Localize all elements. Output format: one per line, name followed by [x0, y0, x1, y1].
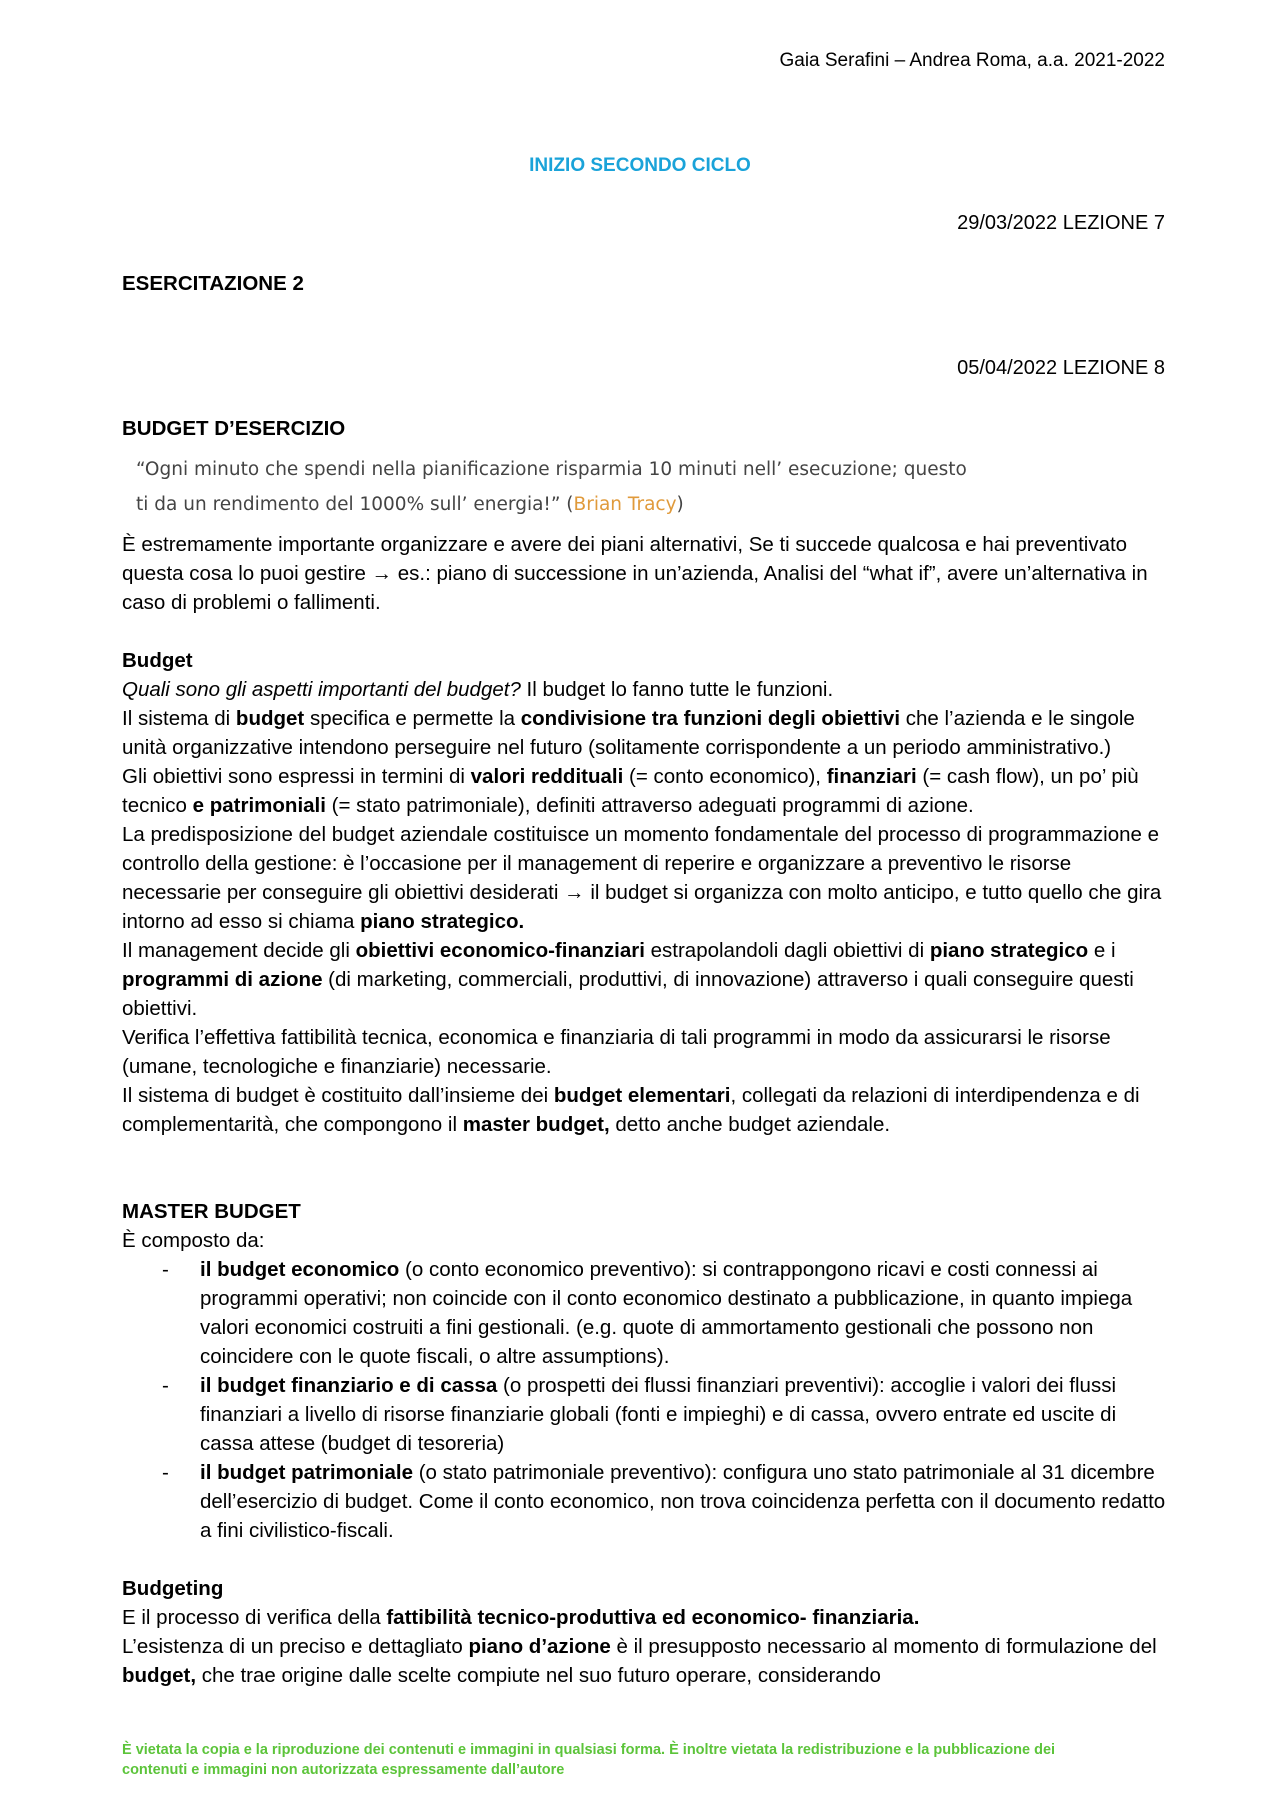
- intro-paragraph: È estremamente importante organizzare e avere dei piani alternativi, Se ti succede qualcosa e hai preventivato questa cosa lo puoi gestire → es.: piano di successione in un’azienda, Analisi del “what if”, avere un’alternativa in caso di problemi o fallimenti.: [122, 533, 1148, 614]
- quote-author: Brian Tracy: [573, 494, 677, 515]
- budgeting-paragraph-1: E il processo di verifica della fattibilità tecnico-produttiva ed economico- finanziaria.: [122, 1606, 920, 1629]
- budget-paragraph-4: Il management decide gli obiettivi economico-finanziari estrapolandoli dagli obiettivi di piano strategico e i programmi di azione (di marketing, commerciali, produttivi, di innovazione) attraverso i quali conseguire questi obiettivi.: [122, 939, 1134, 1020]
- page-header-authors: Gaia Serafini – Andrea Roma, a.a. 2021-2022: [779, 50, 1165, 71]
- budget-paragraph-5: Verifica l’effettiva fattibilità tecnica, economica e finanziaria di tali programmi in modo da assicurarsi le risorse (umane, tecnologiche e finanziarie) necessarie.: [122, 1026, 1111, 1078]
- arrow-icon: →: [564, 881, 585, 904]
- budgeting-paragraph-2: L’esistenza di un preciso e dettagliato piano d’azione è il presupposto necessario al momento di formulazione del budget, che trae origine dalle scelte compiute nel suo futuro operare, considerando: [122, 1635, 1157, 1687]
- quote-line-2: ti da un rendimento del 1000% sull’ energia!” (Brian Tracy): [136, 494, 684, 515]
- budget-paragraph-1: Il sistema di budget specifica e permette la condivisione tra funzioni degli obiettivi che l’azienda e le singole unità organizzative intendono perseguire nel futuro (solitamente corrispondente a un periodo amministrativo.): [122, 707, 1135, 759]
- master-budget-heading: MASTER BUDGET: [122, 1200, 301, 1223]
- list-item: - il budget patrimoniale (o stato patrimoniale preventivo): configura uno stato patrimoniale al 31 dicembre dell’esercizio di budget. Come il conto economico, non trova coincidenza perfetta con il documento redatto a fini civilistico-fiscali.: [162, 1461, 1166, 1542]
- budgeting-heading: Budgeting: [122, 1577, 224, 1600]
- budget-paragraph-6: Il sistema di budget è costituito dall’insieme dei budget elementari, collegati da relazioni di interdipendenza e di complementarità, che compongono il master budget, detto anche budget aziendale.: [122, 1084, 1140, 1136]
- budget-question: Quali sono gli aspetti importanti del budget? Il budget lo fanno tutte le funzioni.: [122, 678, 834, 701]
- lesson-8-title: BUDGET D’ESERCIZIO: [122, 417, 346, 440]
- master-budget-section: [122, 1197, 1172, 1545]
- budget-paragraph-2: Gli obiettivi sono espressi in termini di valori reddituali (= conto economico), finanziari (= cash flow), un po’ più tecnico e patrimoniali (= stato patrimoniale), definiti attraverso adeguati programmi di azione.: [122, 765, 1139, 817]
- quote-line-1: “Ogni minuto che spendi nella pianificazione risparmia 10 minuti nell’ esecuzione; questo: [136, 459, 967, 480]
- budget-paragraph-3: La predisposizione del budget aziendale costituisce un momento fondamentale del processo di programmazione e controllo della gestione: è l’occasione per il management di reperire e organizzare a preventivo le risorse necessarie per conseguire gli obiettivi desiderati → il budget si organizza con molto anticipo, e tutto quello che gira intorno ad esso si chiama piano strategico.: [122, 823, 1162, 933]
- budget-heading: Budget: [122, 649, 193, 672]
- copyright-footer: È vietata la copia e la riproduzione dei contenuti e immagini in qualsiasi forma. È inoltre vietata la redistribuzione e la pubblicazione dei contenuti e immagini non autorizzata espressamente dall’autore: [122, 1742, 1056, 1778]
- section-title: INIZIO SECONDO CICLO: [529, 155, 751, 176]
- list-item: - il budget economico (o conto economico preventivo): si contrappongono ricavi e costi connessi ai programmi operativi; non coincide con il conto economico destinato a pubblicazione, in quanto impiega valori economici costruiti a fini gestionali. (e.g. quote di ammortamento gestionali che possono non coincidere con le quote fiscali, o altre assumptions).: [162, 1258, 1133, 1368]
- lesson-7-date: 29/03/2022 LEZIONE 7: [957, 212, 1165, 234]
- budget-section: [122, 646, 1172, 1139]
- arrow-icon: →: [371, 562, 393, 585]
- lesson-8-date: 05/04/2022 LEZIONE 8: [957, 357, 1165, 379]
- lesson-7-title: ESERCITAZIONE 2: [122, 272, 304, 295]
- budgeting-section: [122, 1574, 1172, 1690]
- quote-block: [136, 452, 1036, 522]
- master-budget-intro: È composto da:: [122, 1229, 265, 1252]
- list-item: - il budget finanziario e di cassa (o prospetti dei flussi finanziari preventivi): accoglie i valori dei flussi finanziari a livello di risorse finanziarie globali (fonti e impieghi) e di cassa, ovvero entrate ed uscite di cassa attese (budget di tesoreria): [162, 1374, 1117, 1455]
